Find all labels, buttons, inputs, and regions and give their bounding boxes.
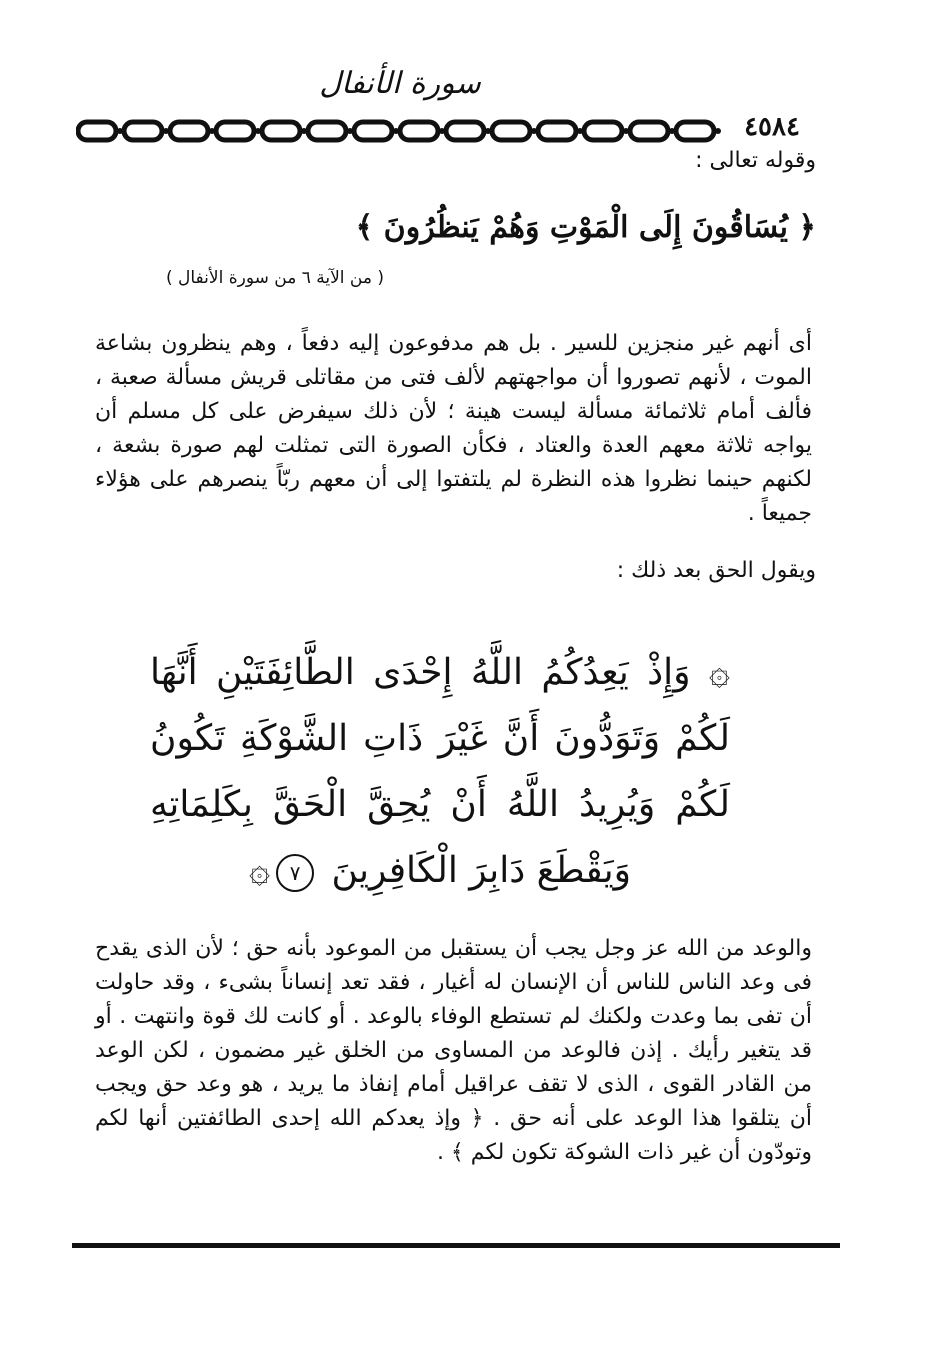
quran-verse-block — [150, 640, 730, 904]
ornament-link — [124, 122, 162, 140]
ornament-link — [492, 122, 530, 140]
ornament-link — [170, 122, 208, 140]
ornament-link — [78, 122, 116, 140]
ornamental-border — [76, 116, 841, 146]
surah-title: سورة الأنفال — [319, 66, 481, 101]
quran-verse-text: وَإِذْ يَعِدُكُمُ اللَّهُ إِحْدَى الطَّائِفَتَيْنِ أَنَّهَا لَكُمْ وَتَوَدُّونَ أَنَّ غَيْرَ ذَاتِ الشَّوْكَةِ تَكُونُ لَكُمْ وَيُرِيدُ اللَّهُ أَنْ يُحِقَّ الْحَقَّ بِكَلِمَاتِهِ وَيَقْطَعَ دَابِرَ الْكَافِرِينَ — [150, 652, 730, 891]
commentary-paragraph-2: والوعد من الله عز وجل يجب أن يستقبل من الموعود بأنه حق ؛ لأن الذى يقدح فى وعد الناس للناس أن الإنسان له أغيار ، فقد تعد إنساناً بشىء ، وقد حاولت أن تفى بما وعدت ولكنك لم تستطع الوفاء بالوعد . أو كانت لك قوة وانتهت . أو قد يتغير رأيك . إذن فالوعد من المساوى من الخلق غير مضمون ، لكن الوعد من القادر القوى ، الذى لا تقف عراقيل أمام إنفاذ ما يريد ، هو وعد حق ويجب أن يتلقوا هذا الوعد على أنه حق . ﴿ وإذ يعدكم الله إحدى الطائفتين أنها لكم وتودّون أن غير ذات الشوكة تكون لكم ﴾ . — [95, 936, 812, 1165]
verse-intro: وقوله تعالى : — [695, 148, 816, 173]
ornament-dot — [715, 128, 721, 134]
verse-intro-2: ويقول الحق بعد ذلك : — [616, 558, 816, 583]
ornament-link — [354, 122, 392, 140]
ornament-chain-icon — [76, 116, 841, 146]
ornament-link — [308, 122, 346, 140]
verse-source-note: ( من الآية ٦ من سورة الأنفال ) — [165, 268, 384, 288]
ornament-link — [630, 122, 668, 140]
ornament-link — [400, 122, 438, 140]
ornament-link — [446, 122, 484, 140]
bottom-divider — [72, 1243, 840, 1248]
verse-close-ornament-icon: ۞ — [249, 850, 271, 891]
verse-open-ornament-icon: ۞ — [690, 652, 731, 693]
ornament-link — [216, 122, 254, 140]
page-number: ٤٥٨٤ — [742, 112, 802, 142]
commentary-paragraph-1: أى أنهم غير منجزين للسير . بل هم مدفوعون إليه دفعاً ، وهم ينظرون بشاعة الموت ، لأنهم تصوروا أن مواجهتهم لألف فتى من مقاتلى قريش مسألة صعبة ، فألف أمام ثلاثمائة مسألة ليست هينة ؛ لأن ذلك سيفرض على كل مسلم أن يواجه ثلاثة معهم العدة والعتاد ، فكأن الصورة التى تمثلت لهم صورة بشعة ، لكنهم حينما نظروا هذه النظرة لم يلتفتوا إلى أن معهم ربّاً ينصرهم على هؤلاء جميعاً . — [95, 331, 812, 526]
ornament-link — [676, 122, 714, 140]
quran-verse-short: ﴿ يُسَاقُونَ إِلَى الْمَوْتِ وَهُمْ يَنظُرُونَ ﴾ — [355, 210, 816, 245]
ornament-link — [538, 122, 576, 140]
ornament-link — [584, 122, 622, 140]
verse-number-marker: ٧ — [276, 854, 314, 892]
ornament-link — [262, 122, 300, 140]
